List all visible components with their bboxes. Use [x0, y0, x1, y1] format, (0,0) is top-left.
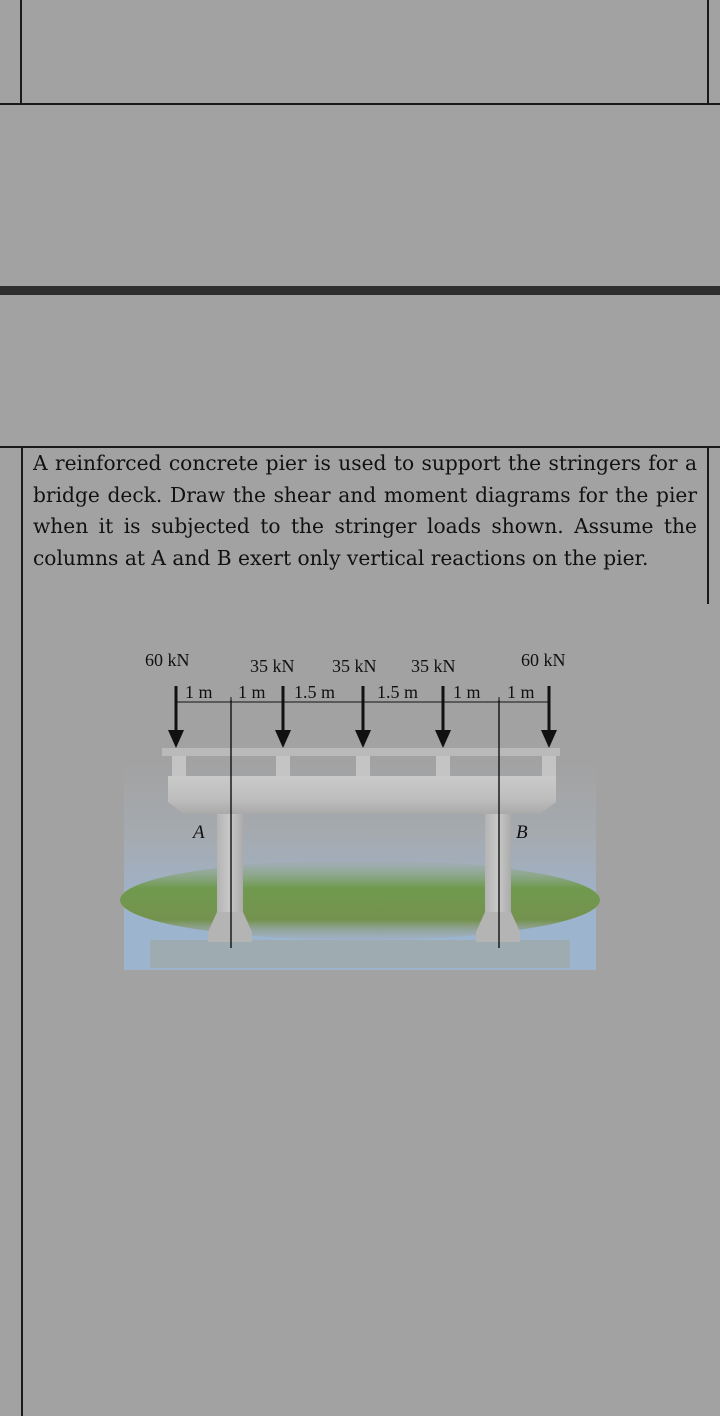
support-a-label: A	[193, 822, 205, 843]
support-b-label: B	[516, 822, 528, 843]
load-arrow-5	[541, 686, 557, 748]
span-label-3: 1.5 m	[294, 682, 336, 702]
problem-statement: A reinforced concrete pier is used to support the stringers for a bridge deck. Draw the shear and moment diagrams for the pier when it is subjected to the stringer loads shown. Assume the columns at A and B exert only vertical reactions on the pier.	[33, 451, 697, 570]
load-label-3: 35 kN	[332, 656, 377, 676]
pier-cap	[168, 776, 556, 814]
span-label-5: 1 m	[453, 682, 481, 702]
span-label-2: 1 m	[238, 682, 266, 702]
load-arrow-1	[168, 686, 184, 748]
load-arrow-2	[275, 686, 291, 748]
load-arrow-3	[355, 686, 371, 748]
load-arrow-4	[435, 686, 451, 748]
load-label-5: 60 kN	[521, 650, 566, 670]
span-label-1: 1 m	[185, 682, 213, 702]
load-label-2: 35 kN	[250, 656, 295, 676]
span-label-6: 1 m	[507, 682, 535, 702]
span-label-4: 1.5 m	[377, 682, 419, 702]
ground-strip	[150, 940, 570, 968]
load-label-1: 60 kN	[145, 650, 190, 670]
grass-field	[120, 860, 600, 940]
load-label-4: 35 kN	[411, 656, 456, 676]
